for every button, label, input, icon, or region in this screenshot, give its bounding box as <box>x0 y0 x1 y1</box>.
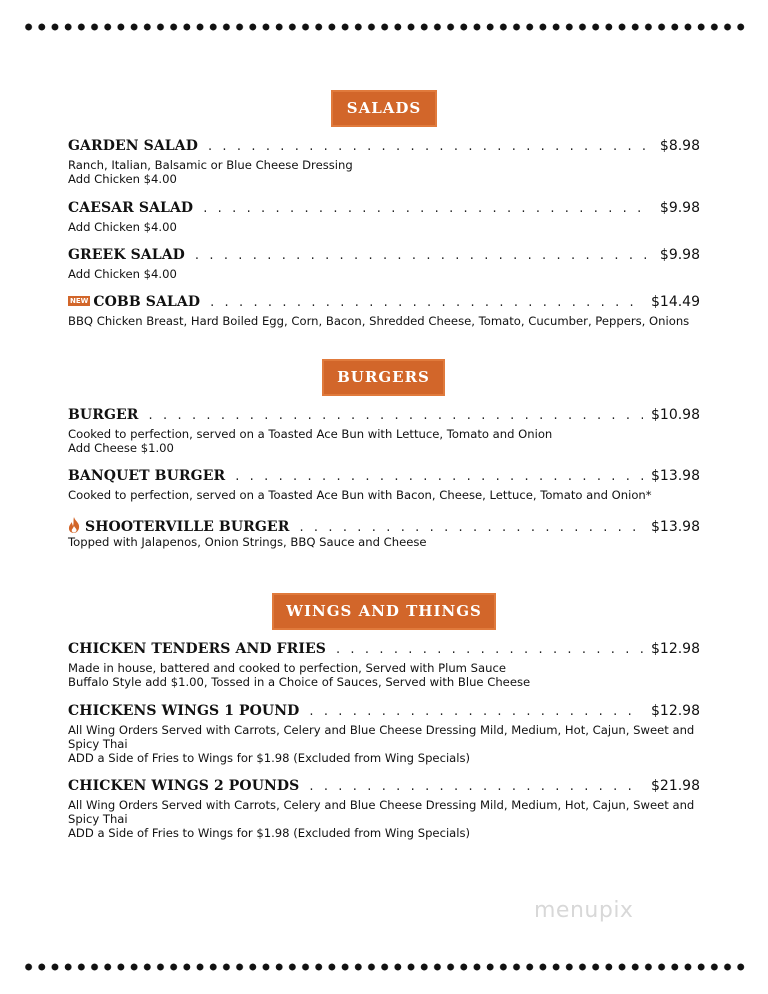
item-name: CHICKENS WINGS 1 POUND <box>68 703 300 719</box>
dot-leader <box>235 469 643 484</box>
item-description: All Wing Orders Served with Carrots, Celery and Blue Cheese Dressing Mild, Medium, Hot, Cajun, Sweet and Spicy Thai ADD a Side of Fries to Wings for $1.98 (Excluded from Wing Specials) <box>68 798 695 840</box>
menu-item-wings-1-pound <box>68 703 700 765</box>
item-price: $21.98 <box>651 778 700 794</box>
item-name: BURGER <box>68 407 139 423</box>
section-banner-burgers: BURGERS <box>322 359 445 396</box>
item-price: $12.98 <box>651 703 700 719</box>
menu-item-banquet-burger <box>68 468 700 502</box>
item-price: $13.98 <box>651 468 700 484</box>
item-price: $12.98 <box>651 641 700 657</box>
dot-leader <box>309 704 643 719</box>
item-price: $9.98 <box>659 200 700 216</box>
item-price: $10.98 <box>651 407 700 423</box>
item-description: Cooked to perfection, served on a Toasted Ace Bun with Lettuce, Tomato and Onion Add Cheese $1.00 <box>68 427 553 455</box>
menu-item-caesar-salad <box>68 200 700 234</box>
menu-item-burger <box>68 407 700 455</box>
item-description: Add Chicken $4.00 <box>68 220 177 234</box>
menu-item-cobb-salad <box>68 294 700 328</box>
dot-leader <box>195 248 652 263</box>
bottom-dot-border <box>22 962 748 972</box>
item-price: $9.98 <box>659 247 700 263</box>
item-description: Made in house, battered and cooked to perfection, Served with Plum Sauce Buffalo Style add $1.00, Tossed in a Choice of Sauces, Served with Blue Cheese <box>68 661 531 689</box>
dot-leader <box>210 295 643 310</box>
dot-leader <box>208 139 652 154</box>
dot-leader <box>299 520 643 535</box>
item-name: CHICKEN TENDERS AND FRIES <box>68 641 326 657</box>
new-badge: NEW <box>70 297 89 305</box>
section-banner-wings-and-things: WINGS AND THINGS <box>272 593 496 630</box>
item-description: All Wing Orders Served with Carrots, Celery and Blue Cheese Dressing Mild, Medium, Hot, Cajun, Sweet and Spicy Thai ADD a Side of Fries to Wings for $1.98 (Excluded from Wing Specials) <box>68 723 695 765</box>
top-dot-border <box>22 22 748 32</box>
item-price: $14.49 <box>651 294 700 310</box>
dot-leader <box>203 201 652 216</box>
dot-leader <box>149 408 643 423</box>
menu-item-shooterville-burger <box>68 515 700 549</box>
item-name: CHICKEN WINGS 2 POUNDS <box>68 778 300 794</box>
flame-icon <box>68 517 80 533</box>
item-description: BBQ Chicken Breast, Hard Boiled Egg, Corn, Bacon, Shredded Cheese, Tomato, Cucumber, Peppers, Onions <box>68 314 690 328</box>
item-name: GREEK SALAD <box>68 247 185 263</box>
item-price: $8.98 <box>659 138 700 154</box>
dot-leader <box>336 642 643 657</box>
item-name: GARDEN SALAD <box>68 138 198 154</box>
menu-item-greek-salad <box>68 247 700 281</box>
menu-item-garden-salad <box>68 138 700 186</box>
section-banner-salads: SALADS <box>331 90 437 127</box>
item-description: Topped with Jalapenos, Onion Strings, BBQ Sauce and Cheese <box>68 535 427 549</box>
watermark: menupix <box>534 898 634 923</box>
menu-item-chicken-tenders <box>68 641 700 689</box>
item-name: SHOOTERVILLE BURGER <box>85 519 290 535</box>
item-description: Cooked to perfection, served on a Toasted Ace Bun with Bacon, Cheese, Lettuce, Tomato and Onion* <box>68 488 652 502</box>
menu-item-wings-2-pounds <box>68 778 700 840</box>
dot-leader <box>309 779 643 794</box>
item-price: $13.98 <box>651 519 700 535</box>
item-name: BANQUET BURGER <box>68 468 226 484</box>
item-name: CAESAR SALAD <box>68 200 194 216</box>
item-description: Ranch, Italian, Balsamic or Blue Cheese Dressing Add Chicken $4.00 <box>68 158 353 186</box>
item-name: COBB SALAD <box>93 294 201 310</box>
item-description: Add Chicken $4.00 <box>68 267 177 281</box>
